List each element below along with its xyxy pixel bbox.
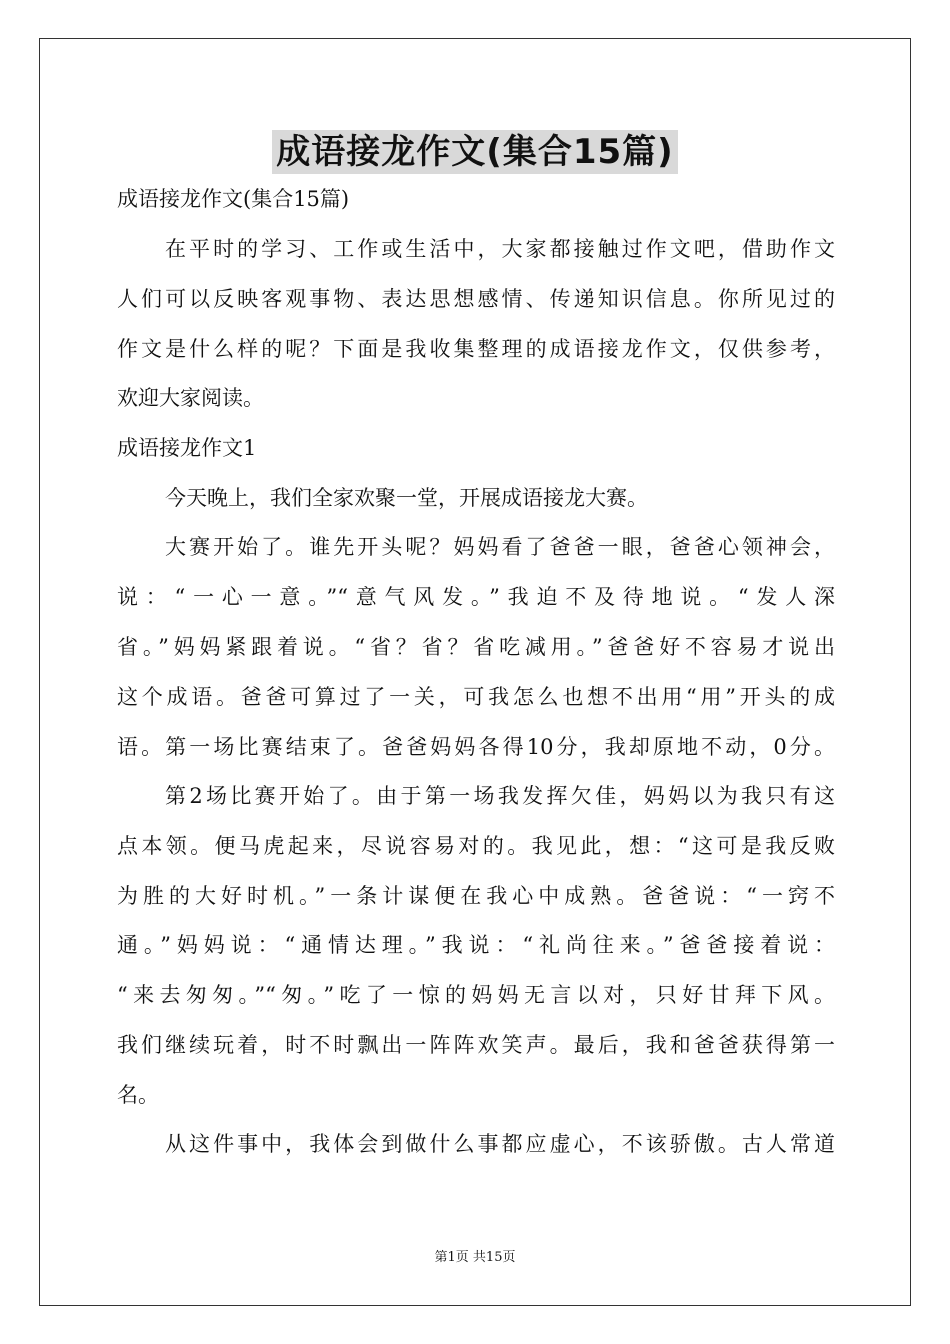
paragraph-line: 语。第一场比赛结束了。爸爸妈妈各得10分，我却原地不动，0分。 xyxy=(117,735,835,759)
paragraph-line: 名。 xyxy=(117,1083,159,1107)
paragraph-line: 我们继续玩着，时不时飘出一阵阵欢笑声。最后，我和爸爸获得第一 xyxy=(117,1033,835,1057)
paragraph-line: 第2场比赛开始了。由于第一场我发挥欠佳，妈妈以为我只有这 xyxy=(165,784,835,808)
paragraph-line: 从这件事中，我体会到做什么事都应虚心，不该骄傲。古人常道 xyxy=(165,1132,835,1156)
paragraph-line: 今天晚上，我们全家欢聚一堂，开展成语接龙大赛。 xyxy=(165,486,648,510)
subtitle: 成语接龙作文(集合15篇) xyxy=(117,187,350,211)
paragraph-line: 说：“一心一意。”“意气风发。”我迫不及待地说。“发人深 xyxy=(117,585,835,609)
document-title: 成语接龙作文(集合15篇) xyxy=(0,124,950,173)
paragraph-line: 为胜的大好时机。”一条计谋便在我心中成熟。爸爸说：“一窍不 xyxy=(117,884,835,908)
paragraph-line: 大赛开始了。谁先开头呢？妈妈看了爸爸一眼，爸爸心领神会， xyxy=(165,535,835,559)
paragraph-line: 欢迎大家阅读。 xyxy=(117,386,264,410)
paragraph-line: 通。”妈妈说：“通情达理。”我说：“礼尚往来。”爸爸接着说： xyxy=(117,933,835,957)
section-heading: 成语接龙作文1 xyxy=(117,436,257,460)
paragraph-line: 作文是什么样的呢？下面是我收集整理的成语接龙作文，仅供参考， xyxy=(117,337,835,361)
paragraph-line: 点本领。便马虎起来，尽说容易对的。我见此，想：“这可是我反败 xyxy=(117,834,835,858)
paragraph-line: 省。”妈妈紧跟着说。“省？省？省吃减用。”爸爸好不容易才说出 xyxy=(117,635,835,659)
page-border xyxy=(39,38,911,1306)
paragraph-line: 这个成语。爸爸可算过了一关，可我怎么也想不出用“用”开头的成 xyxy=(117,685,835,709)
paragraph-line: “来去匆匆。”“匆。”吃了一惊的妈妈无言以对，只好甘拜下风。 xyxy=(117,983,835,1007)
paragraph-line: 在平时的学习、工作或生活中，大家都接触过作文吧，借助作文 xyxy=(165,237,835,261)
paragraph-line: 人们可以反映客观事物、表达思想感情、传递知识信息。你所见过的 xyxy=(117,287,835,311)
page-footer: 第1页 共15页 xyxy=(434,1250,516,1265)
